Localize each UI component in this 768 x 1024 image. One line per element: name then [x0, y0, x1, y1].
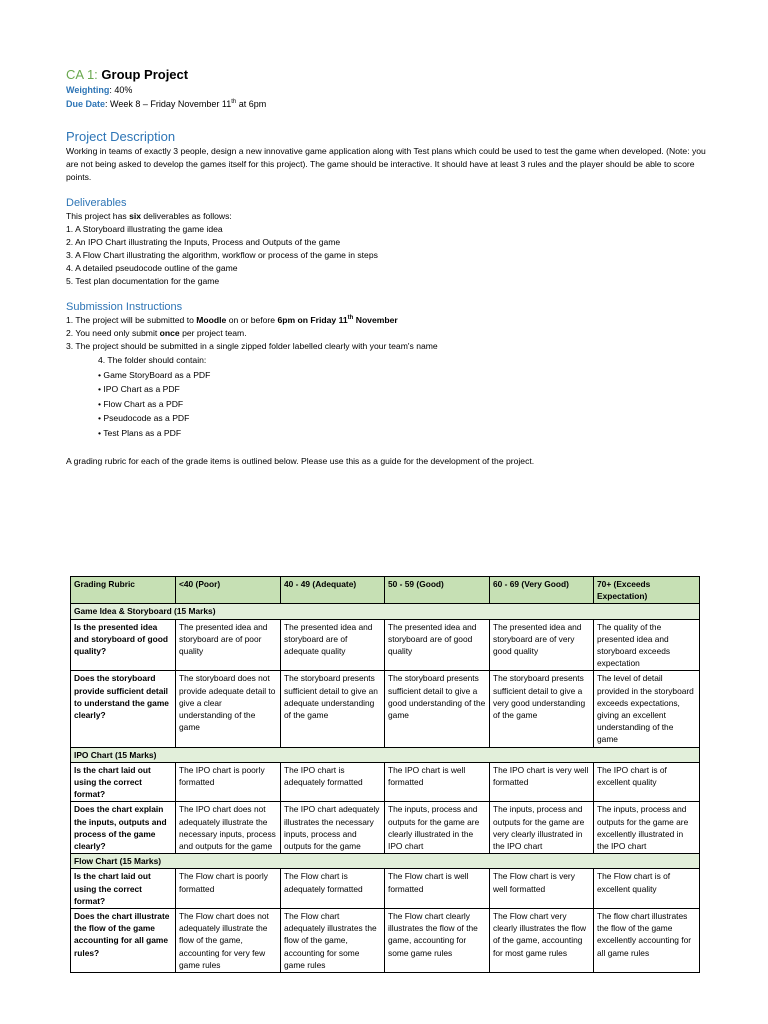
table-row [71, 762, 700, 802]
rubric-cell: The storyboard presents sufficient detail to give a very good understanding of the game [490, 671, 594, 747]
rubric-criterion: Is the chart laid out using the correct format? [71, 869, 176, 909]
rubric-header-cell: 50 - 59 (Good) [385, 577, 490, 604]
rubric-cell: The Flow chart is poorly formatted [176, 869, 281, 909]
rubric-criterion: Does the chart illustrate the flow of the game accounting for all game rules? [71, 909, 176, 973]
rubric-cell: The IPO chart adequately illustrates the necessary inputs, process and outputs for the game [281, 802, 385, 854]
rubric-header-row [71, 577, 700, 604]
rubric-cell: The presented idea and storyboard are of good quality [385, 619, 490, 671]
due-date-time: at 6pm [236, 99, 267, 109]
deliverables-intro [66, 210, 706, 223]
submission-l2-bold: once [159, 328, 180, 338]
rubric-header-cell: 60 - 69 (Very Good) [490, 577, 594, 604]
rubric-header-cell: Grading Rubric [71, 577, 176, 604]
submission-l1-moodle: Moodle [196, 315, 227, 325]
rubric-section-row [71, 604, 700, 619]
rubric-criterion: Is the presented idea and storyboard of good quality? [71, 619, 176, 671]
deliverable-item: 2. An IPO Chart illustrating the Inputs, Process and Outputs of the game [66, 237, 341, 247]
rubric-cell: The Flow chart is well formatted [385, 869, 490, 909]
folder-item: 4. The folder should contain: [98, 355, 207, 365]
description-heading: Project Description [66, 129, 176, 144]
submission-l1-month: November [353, 315, 398, 325]
submission-heading: Submission Instructions [66, 301, 183, 313]
deliverables-intro-post: deliverables as follows: [141, 211, 232, 221]
folder-item: • Flow Chart as a PDF [98, 398, 184, 409]
rubric-cell: The level of detail provided in the storyboard exceeds expectations, giving an excellent understanding of the game [594, 671, 700, 747]
rubric-cell: The storyboard presents sufficient detail to give an adequate understanding of the game [281, 671, 385, 747]
due-date-sup: th [231, 99, 237, 105]
table-row [71, 619, 700, 671]
table-row [71, 802, 700, 854]
rubric-cell: The presented idea and storyboard are of poor quality [176, 619, 281, 671]
rubric-cell: The Flow chart is adequately formatted [281, 869, 385, 909]
rubric-cell: The IPO chart is well formatted [385, 762, 490, 802]
submission-line-1 [66, 314, 706, 327]
folder-item: • Test Plans as a PDF [98, 427, 182, 438]
weighting-value: : 40% [109, 85, 133, 95]
rubric-cell: The Flow chart is of excellent quality [594, 869, 700, 909]
rubric-cell: The IPO chart is poorly formatted [176, 762, 281, 802]
weighting-line [66, 83, 706, 97]
weighting-label: Weighting [66, 85, 110, 95]
rubric-cell: The inputs, process and outputs for the game are very clearly illustrated in the IPO chart [490, 802, 594, 854]
submission-l2-post: per project team. [179, 328, 247, 338]
rubric-cell: The storyboard presents sufficient detail to give a good understanding of the game [385, 671, 490, 747]
rubric-cell: The quality of the presented idea and storyboard exceeds expectation [594, 619, 700, 671]
rubric-criterion: Is the chart laid out using the correct format? [71, 762, 176, 802]
rubric-criterion: Does the chart explain the inputs, outputs and process of the game clearly? [71, 802, 176, 854]
rubric-cell: The flow chart illustrates the flow of the game excellently accounting for all game rules [594, 909, 700, 973]
deliverable-item: 5. Test plan documentation for the game [66, 276, 220, 286]
rubric-section-row [71, 747, 700, 762]
rubric-cell: The IPO chart is very well formatted [490, 762, 594, 802]
rubric-cell: The Flow chart is very well formatted [490, 869, 594, 909]
rubric-criterion: Does the storyboard provide sufficient detail to understand the game clearly? [71, 671, 176, 747]
rubric-cell: The IPO chart is adequately formatted [281, 762, 385, 802]
page-title: Group Project [101, 67, 189, 82]
table-row [71, 869, 700, 909]
submission-l1-mid: on or before [226, 315, 278, 325]
rubric-cell: The presented idea and storyboard are of adequate quality [281, 619, 385, 671]
rubric-header-cell: 70+ (Exceeds Expectation) [594, 577, 700, 604]
submission-line-3: 3. The project should be submitted in a single zipped folder labelled clearly with your team's name [66, 341, 438, 351]
document-page [66, 66, 706, 468]
rubric-cell: The IPO chart is of excellent quality [594, 762, 700, 802]
description-text: Working in teams of exactly 3 people, design a new innovative game application along with Test plans which could be used to test the game when developed. (Note: you are not being asked to develop the games itself for this project). The game should be interactive. It should have at least 3 rules and the player should be able to score points. [66, 146, 706, 182]
rubric-cell: The Flow chart clearly illustrates the flow of the game, accounting for some game rules [385, 909, 490, 973]
rubric-header-cell: <40 (Poor) [176, 577, 281, 604]
table-row [71, 671, 700, 747]
rubric-cell: The storyboard does not provide adequate detail to give a clear understanding of the game [176, 671, 281, 747]
rubric-section-title: Game Idea & Storyboard (15 Marks) [71, 604, 700, 619]
deliverables-intro-bold: six [129, 211, 142, 221]
deliverable-item: 3. A Flow Chart illustrating the algorithm, workflow or process of the game in steps [66, 250, 378, 260]
rubric-header-cell: 40 - 49 (Adequate) [281, 577, 385, 604]
submission-l1-sup: th [347, 315, 354, 322]
due-date-value: : Week 8 – Friday November 11 [105, 99, 232, 109]
ca-label: CA 1: [66, 67, 98, 82]
deliverables-heading: Deliverables [66, 197, 127, 209]
rubric-section-title: IPO Chart (15 Marks) [71, 747, 700, 762]
submission-l2-pre: 2. You need only submit [66, 328, 160, 338]
deliverable-item: 1. A Storyboard illustrating the game idea [66, 224, 223, 234]
submission-l1-pre: 1. The project will be submitted to [66, 315, 197, 325]
rubric-cell: The Flow chart adequately illustrates the flow of the game, accounting for some game rules [281, 909, 385, 973]
doc-title [66, 66, 706, 83]
deliverables-intro-pre: This project has [66, 211, 130, 221]
rubric-section-title: Flow Chart (15 Marks) [71, 854, 700, 869]
submission-l1-date: 6pm on Friday 11 [277, 315, 348, 325]
rubric-intro: A grading rubric for each of the grade items is outlined below. Please use this as a guide for the development of the project. [66, 455, 535, 466]
folder-item: • Pseudocode as a PDF [98, 413, 190, 424]
rubric-cell: The presented idea and storyboard are of very good quality [490, 619, 594, 671]
folder-item: • IPO Chart as a PDF [98, 384, 180, 395]
rubric-cell: The inputs, process and outputs for the game are clearly illustrated in the IPO chart [385, 802, 490, 854]
deliverable-item: 4. A detailed pseudocode outline of the game [66, 263, 238, 273]
submission-line-2 [66, 327, 706, 340]
folder-item: • Game StoryBoard as a PDF [98, 369, 211, 380]
rubric-cell: The Flow chart very clearly illustrates the flow of the game, accounting for most game rules [490, 909, 594, 973]
rubric-cell: The IPO chart does not adequately illustrate the necessary inputs, process and outputs for the game [176, 802, 281, 854]
table-row [71, 909, 700, 973]
due-date-line [66, 97, 706, 111]
rubric-section-row [71, 854, 700, 869]
grading-rubric-table [70, 576, 700, 973]
rubric-cell: The Flow chart does not adequately illustrate the flow of the game, accounting for very few game rules [176, 909, 281, 973]
due-date-label: Due Date [66, 99, 106, 109]
rubric-cell: The inputs, process and outputs for the game are excellently illustrated in the IPO chart [594, 802, 700, 854]
